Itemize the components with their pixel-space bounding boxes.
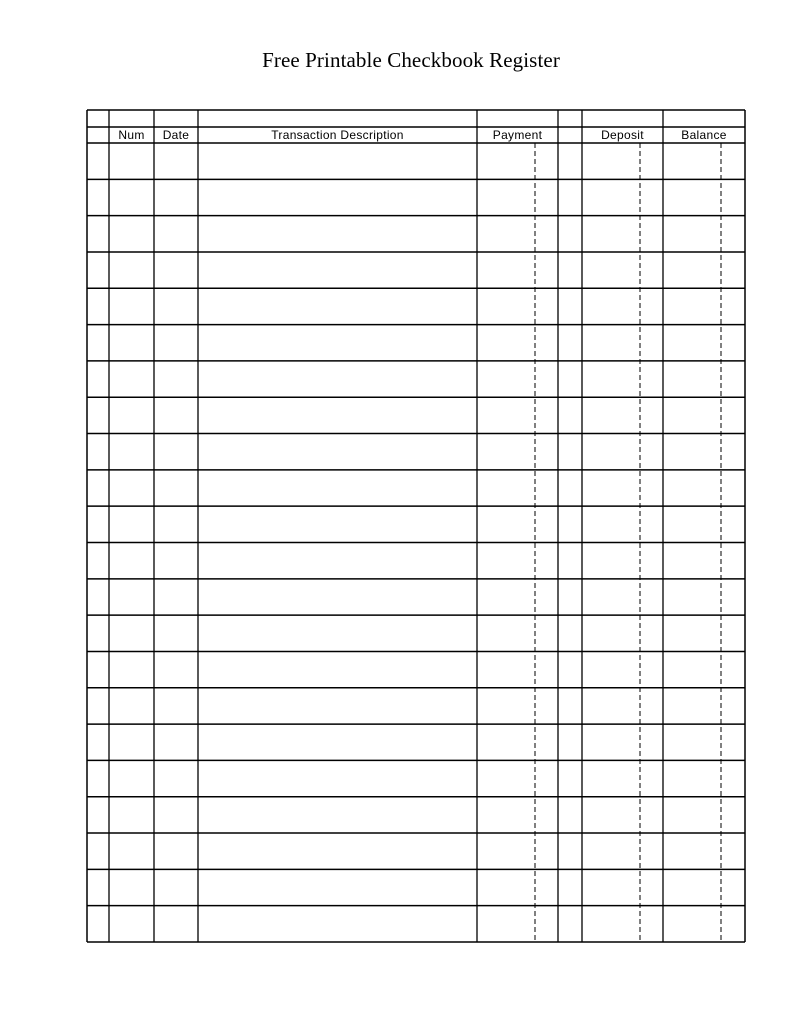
column-header-payment: Payment [492,128,543,142]
column-header-balance: Balance [681,128,727,142]
column-header-num: Num [118,128,145,142]
column-header-deposit: Deposit [601,128,644,142]
page-title: Free Printable Checkbook Register [262,48,560,72]
column-header-date: Date [162,128,190,142]
column-header-description: Transaction Description [271,128,404,142]
